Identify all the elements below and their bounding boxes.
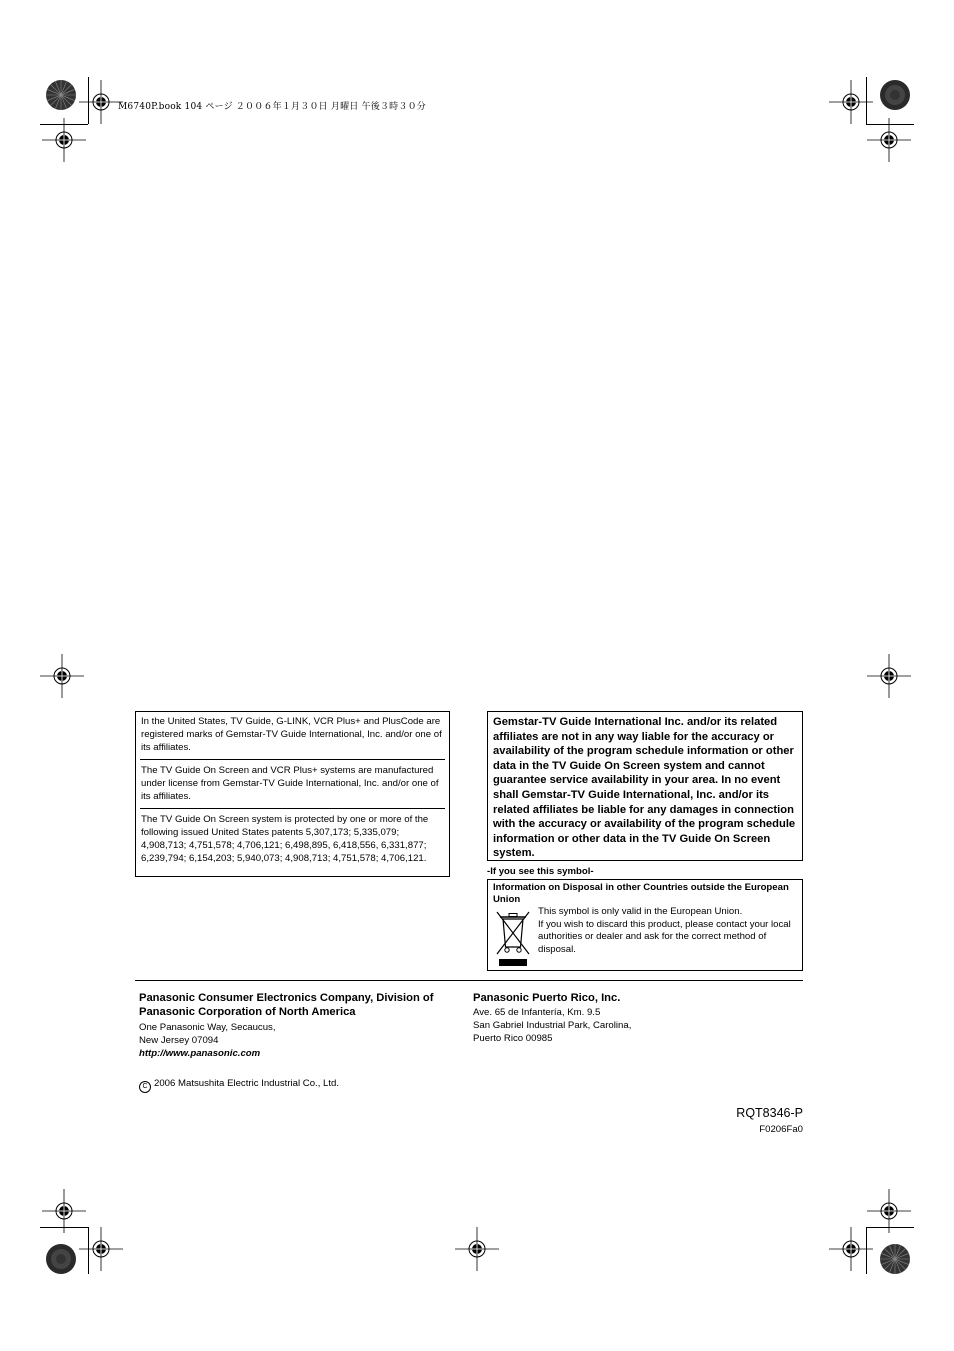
gemstar-disclaimer: Gemstar-TV Guide International Inc. and/or its related affiliates are not in any way liable for the accuracy or availability of the program schedule information or other data in the TV Guide On Screen system and cannot guarantee service availability in your area. In no event shall Gemstar-TV Guide International, Inc. and/or its related affiliates be liable for any damages in connection with the accuracy or availability of the program schedule information or other data in the TV Guide On Screen system. <box>487 711 803 861</box>
crop-mark <box>88 1227 89 1274</box>
license-paragraph: The TV Guide On Screen and VCR Plus+ systems are manufactured under license from Gemstar-TV Guide International, Inc. and/or one of its affiliates. <box>141 765 439 802</box>
crop-mark <box>88 77 89 124</box>
symbol-note: -If you see this symbol- <box>487 866 594 877</box>
disposal-line: This symbol is only valid in the European Union. <box>538 906 743 917</box>
address-line: Ave. 65 de Infantería, Km. 9.5 <box>473 1007 601 1018</box>
crop-mark <box>866 1227 914 1228</box>
print-header: M6740P.book 104 ページ ２００６年１月３０日 月曜日 午後３時３０分 <box>118 102 426 112</box>
color-rosette-icon <box>45 79 77 111</box>
trademark-paragraph: In the United States, TV Guide, G-LINK, VCR Plus+ and PlusCode are registered marks of Gemstar-TV Guide International, Inc. and/or one of its affiliates. <box>141 716 442 753</box>
crop-mark <box>866 1227 867 1274</box>
company-us <box>139 991 469 1060</box>
company-name: Panasonic Puerto Rico, Inc. <box>473 992 621 1004</box>
crop-mark <box>40 124 88 125</box>
company-pr <box>473 991 803 1045</box>
color-rosette-icon <box>879 79 911 111</box>
crossed-bin-icon <box>494 910 532 968</box>
address-line: San Gabriel Industrial Park, Carolina, <box>473 1020 632 1031</box>
crop-mark <box>866 124 914 125</box>
copyright <box>139 1078 339 1093</box>
address-line: One Panasonic Way, Secaucus, <box>139 1022 276 1033</box>
trademark-box <box>135 711 450 877</box>
color-rosette-icon <box>45 1243 77 1275</box>
copyright-icon: C <box>139 1081 151 1093</box>
patent-paragraph: The TV Guide On Screen system is protected by one or more of the following issued United States patents 5,307,173; 5,335,079; 4,908,713; 4,751,578; 4,706,121; 6,498,895, 6,418,556, 6,331,877; 6,239,794; 6,154,203; 5,940,073; 4,908,713; 4,751,578; 4,706,121. <box>141 814 429 864</box>
divider <box>140 808 445 809</box>
copyright-text: 2006 Matsushita Electric Industrial Co., Ltd. <box>154 1078 340 1089</box>
disposal-title: Information on Disposal in other Countries outside the European Union <box>493 882 789 905</box>
disposal-box <box>487 879 803 971</box>
print-code: F0206Fa0 <box>759 1124 803 1135</box>
crop-mark <box>40 1227 88 1228</box>
address-line: Puerto Rico 00985 <box>473 1033 553 1044</box>
address-line: New Jersey 07094 <box>139 1035 219 1046</box>
disposal-line: If you wish to discard this product, please contact your local authorities or dealer and ask for the correct method of disposal. <box>538 918 791 955</box>
model-number: RQT8346-P <box>736 1106 803 1120</box>
company-name: Panasonic Consumer Electronics Company, Division of Panasonic Corporation of North America <box>139 992 434 1018</box>
website-link[interactable]: http://www.panasonic.com <box>139 1048 261 1059</box>
crop-mark <box>866 77 867 124</box>
color-rosette-icon <box>879 1243 911 1275</box>
divider <box>135 980 803 981</box>
divider <box>140 759 445 760</box>
disposal-text <box>538 906 800 956</box>
